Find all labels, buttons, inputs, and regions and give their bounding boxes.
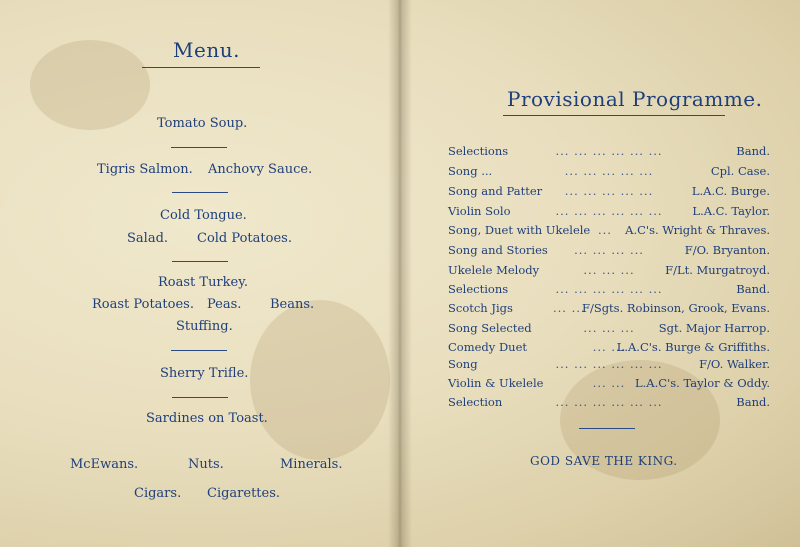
programme-row: [448, 357, 770, 374]
programme-row: [448, 395, 770, 412]
programme-item: Violin Solo: [448, 204, 511, 218]
programme-performer: L.A.C's. Taylor & Oddy.: [635, 376, 770, 390]
leader-dots: ... ... ... ... ... ...: [555, 144, 663, 158]
programme-item: Selection: [448, 395, 503, 409]
programme-performer: Band.: [736, 395, 770, 409]
leader-dots: ... ... ... ... ... ...: [555, 395, 663, 409]
programme-item: Song Selected: [448, 321, 532, 335]
programme-performer: Cpl. Case.: [710, 164, 770, 178]
leader-dots: ... ... ... ... ... ...: [555, 204, 663, 218]
programme-row: [448, 144, 770, 161]
programme-row: [448, 301, 770, 318]
programme-row: [448, 340, 770, 357]
leader-dots: ...: [598, 223, 612, 237]
programme-row: [448, 282, 770, 299]
programme-divider: [579, 428, 635, 429]
leader-dots: ... ... ...: [583, 321, 635, 335]
course-fish: Tigris Salmon.: [97, 162, 193, 177]
programme-performer: Band.: [736, 282, 770, 296]
programme-item: Selections: [448, 282, 509, 296]
leader-dots: ... ...: [592, 376, 626, 390]
programme-performer: Sgt. Major Harrop.: [658, 321, 770, 335]
programme-row: [448, 164, 770, 181]
title-underline: [142, 67, 260, 68]
course-roast-potatoes: Roast Potatoes.: [92, 297, 194, 312]
programme-performer: A.C's. Wright & Thraves.: [625, 223, 770, 237]
programme-row: [448, 184, 770, 201]
leader-dots: ... ...: [592, 340, 626, 354]
leader-dots: ... ... ... ... ...: [564, 164, 654, 178]
title-underline: [503, 115, 725, 116]
course-stuffing: Stuffing.: [176, 319, 233, 334]
programme-row: [448, 376, 770, 393]
item-cigars: Cigars.: [134, 486, 182, 501]
programme-performer: F/Lt. Murgatroyd.: [665, 263, 770, 277]
course-divider: [172, 397, 228, 398]
programme-row: [448, 243, 770, 260]
programme-item: Song: [448, 357, 478, 371]
programme-item: Song, Duet with Ukelele: [448, 223, 591, 237]
programme-item: Selections: [448, 144, 509, 158]
leader-dots: ... ... ... ... ...: [564, 184, 654, 198]
leader-dots: ... ... ... ... ... ...: [555, 357, 663, 371]
leader-dots: ... ...: [553, 301, 586, 315]
programme-row: [448, 263, 770, 280]
drink-minerals: Minerals.: [280, 457, 343, 472]
course-fish-sauce: Anchovy Sauce.: [208, 162, 313, 177]
programme-performer: L.A.C. Burge.: [691, 184, 770, 198]
course-peas: Peas.: [207, 297, 242, 312]
programme-item: Song and Stories: [448, 243, 548, 257]
programme-performer: F/O. Walker.: [699, 357, 770, 371]
course-divider: [171, 147, 227, 148]
programme-item: Song ...: [448, 164, 493, 178]
course-soup: Tomato Soup.: [157, 116, 248, 131]
course-savoury: Sardines on Toast.: [146, 411, 268, 426]
course-trifle: Sherry Trifle.: [160, 366, 249, 381]
menu-title: Menu.: [173, 38, 240, 62]
closing-anthem: GOD SAVE THE KING.: [530, 454, 678, 468]
item-cigarettes: Cigarettes.: [207, 486, 281, 501]
leader-dots: ... ... ... ... ... ...: [555, 282, 663, 296]
programme-performer: L.A.C. Taylor.: [692, 204, 770, 218]
programme-item: Violin & Ukelele: [448, 376, 544, 390]
leader-dots: ... ... ...: [583, 263, 635, 277]
course-beans: Beans.: [270, 297, 315, 312]
programme-row: [448, 204, 770, 221]
drink-mcewans: McEwans.: [70, 457, 139, 472]
course-cold-potatoes: Cold Potatoes.: [197, 231, 292, 246]
course-salad: Salad.: [127, 231, 169, 246]
programme-performer: L.A.C's. Burge & Griffiths.: [616, 340, 770, 354]
course-divider: [172, 261, 228, 262]
course-roast-turkey: Roast Turkey.: [158, 275, 248, 290]
course-cold-tongue: Cold Tongue.: [160, 208, 247, 223]
item-nuts: Nuts.: [188, 457, 224, 472]
programme-title: Provisional Programme.: [507, 87, 763, 111]
programme-row: [448, 321, 770, 338]
menu-page: [0, 0, 395, 547]
leader-dots: ... ... ... ...: [574, 243, 644, 257]
course-divider: [171, 350, 227, 351]
programme-performer: F/Sgts. Robinson, Grook, Evans.: [581, 301, 770, 315]
programme-item: Comedy Duet: [448, 340, 528, 354]
programme-item: Ukelele Melody: [448, 263, 540, 277]
programme-performer: Band.: [736, 144, 770, 158]
programme-item: Scotch Jigs: [448, 301, 513, 315]
programme-performer: F/O. Bryanton.: [684, 243, 770, 257]
programme-row: [448, 223, 770, 240]
programme-item: Song and Patter: [448, 184, 543, 198]
course-divider: [172, 192, 228, 193]
